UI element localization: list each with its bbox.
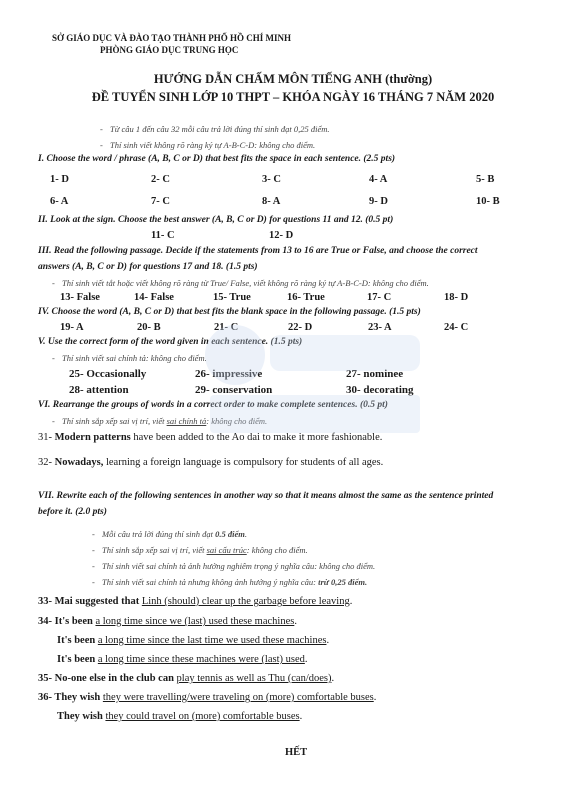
intro-note-2: - Thí sinh viết không rõ ràng ký tự A-B-C-D: không cho điểm. xyxy=(100,140,316,150)
answer-27: 27- nominee xyxy=(346,368,404,380)
answer-23: 23- A xyxy=(368,322,392,333)
answer-5: 5- B xyxy=(476,174,495,185)
answer-35: 35- No-one else in the club can play tennis as well as Thu (can/does). xyxy=(38,673,335,684)
answer-13: 13- False xyxy=(60,292,100,303)
answer-16: 16- True xyxy=(287,292,325,303)
answer-26: 26- impressive xyxy=(195,368,263,380)
answer-32: 32- Nowadays, learning a foreign language is compulsory for students of all ages. xyxy=(38,457,384,468)
section-7-note-2: - Thí sinh sắp xếp sai vị trí, viết sai cấu trúc: không cho điểm. xyxy=(92,545,308,555)
answer-21: 21- C xyxy=(214,322,239,333)
section-7-note-4: - Thí sinh viết sai chính tả nhưng không ảnh hưởng ý nghĩa câu: trừ 0,25 điểm. xyxy=(92,577,368,587)
answer-28: 28- attention xyxy=(69,384,129,396)
answer-24: 24- C xyxy=(444,322,469,333)
answer-6: 6- A xyxy=(50,196,69,207)
answer-18: 18- D xyxy=(444,292,469,303)
section-7-note-1: - Mỗi câu trả lời đúng thí sinh đạt 0.5 điểm. xyxy=(92,529,248,539)
answer-29: 29- conservation xyxy=(195,384,273,396)
answer-10: 10- B xyxy=(476,196,500,207)
answer-25: 25- Occasionally xyxy=(69,368,147,380)
section-3-heading-line1: III. Read the following passage. Decide if the statements from 13 to 16 are True or False, and choose the correct xyxy=(38,246,478,256)
section-7-heading-line2: before it. (2.0 pts) xyxy=(38,507,107,517)
answer-30: 30- decorating xyxy=(346,384,414,396)
answer-33: 33- Mai suggested that Linh (should) clear up the garbage before leaving. xyxy=(38,596,353,607)
answer-11: 11- C xyxy=(151,230,175,241)
section-7-note-3: - Thí sinh viết sai chính tả ảnh hưởng nghiêm trọng ý nghĩa câu: không cho điểm. xyxy=(92,561,376,571)
section-5-note: - Thí sinh viết sai chính tả: không cho điểm. xyxy=(52,353,207,363)
answer-9: 9- D xyxy=(369,196,388,207)
answer-34b: It's been a long time since the last time we used these machines. xyxy=(57,635,330,646)
answer-36a: 36- They wish they were travelling/were traveling on (more) comfortable buses. xyxy=(38,692,377,703)
answer-1: 1- D xyxy=(50,174,69,185)
answer-17: 17- C xyxy=(367,292,392,303)
answer-19: 19- A xyxy=(60,322,84,333)
section-7-heading-line1: VII. Rewrite each of the following sentences in another way so that it means almost the same as the sentence printed xyxy=(38,491,494,501)
section-6-note: - Thí sinh sắp xếp sai vị trí, viết sai chính tả: không cho điểm. xyxy=(52,416,268,426)
answer-15: 15- True xyxy=(213,292,251,303)
office-name: PHÒNG GIÁO DỤC TRUNG HỌC xyxy=(100,45,239,55)
answer-20: 20- B xyxy=(137,322,161,333)
answer-22: 22- D xyxy=(288,322,313,333)
section-3-note: - Thí sinh viết tắt hoặc viết không rõ ràng từ True/ False, viết không rõ ràng ký tự A-B-C-D: không cho điểm. xyxy=(52,278,429,288)
section-1-heading: I. Choose the word / phrase (A, B, C or D) that best fits the space in each sentence. (2.5 pts) xyxy=(38,154,396,164)
intro-note-1: - Từ câu 1 đến câu 32 mỗi câu trả lời đúng thí sinh đạt 0,25 điểm. xyxy=(100,124,330,134)
section-2-heading: II. Look at the sign. Choose the best answer (A, B, C or D) for questions 11 and 12. (0.5 pt) xyxy=(38,215,394,225)
end-marker: HẾT xyxy=(285,747,308,758)
answer-8: 8- A xyxy=(262,196,281,207)
answer-2: 2- C xyxy=(151,174,170,185)
answer-12: 12- D xyxy=(269,230,294,241)
answer-14: 14- False xyxy=(134,292,174,303)
doc-subtitle: ĐỀ TUYỂN SINH LỚP 10 THPT – KHÓA NGÀY 16 THÁNG 7 NĂM 2020 xyxy=(91,90,495,104)
answer-36b: They wish they could travel on (more) comfortable buses. xyxy=(57,711,303,722)
answer-34c: It's been a long time since these machines were (last) used. xyxy=(57,654,308,665)
doc-title: HƯỚNG DẪN CHẤM MÔN TIẾNG ANH (thường) xyxy=(153,72,433,86)
answer-4: 4- A xyxy=(369,174,388,185)
answer-34a: 34- It's been a long time since we (last) used these machines. xyxy=(38,616,297,627)
answer-7: 7- C xyxy=(151,196,170,207)
section-6-heading: VI. Rearrange the groups of words in a correct order to make complete sentences. (0.5 pt) xyxy=(38,400,388,410)
answer-3: 3- C xyxy=(262,174,281,185)
section-5-heading: V. Use the correct form of the word given in each sentence. (1.5 pts) xyxy=(38,337,303,347)
department-name: SỞ GIÁO DỤC VÀ ĐÀO TẠO THÀNH PHỐ HỒ CHÍ MINH xyxy=(52,33,292,43)
section-3-heading-line2: answers (A, B, C or D) for questions 17 and 18. (1.5 pts) xyxy=(38,262,258,272)
answer-31: 31- Modern patterns have been added to the Ao dai to make it more fashionable. xyxy=(38,432,383,443)
section-4-heading: IV. Choose the word (A, B, C or D) that best fits the blank space in the following passage. (1.5 pts) xyxy=(38,307,421,317)
